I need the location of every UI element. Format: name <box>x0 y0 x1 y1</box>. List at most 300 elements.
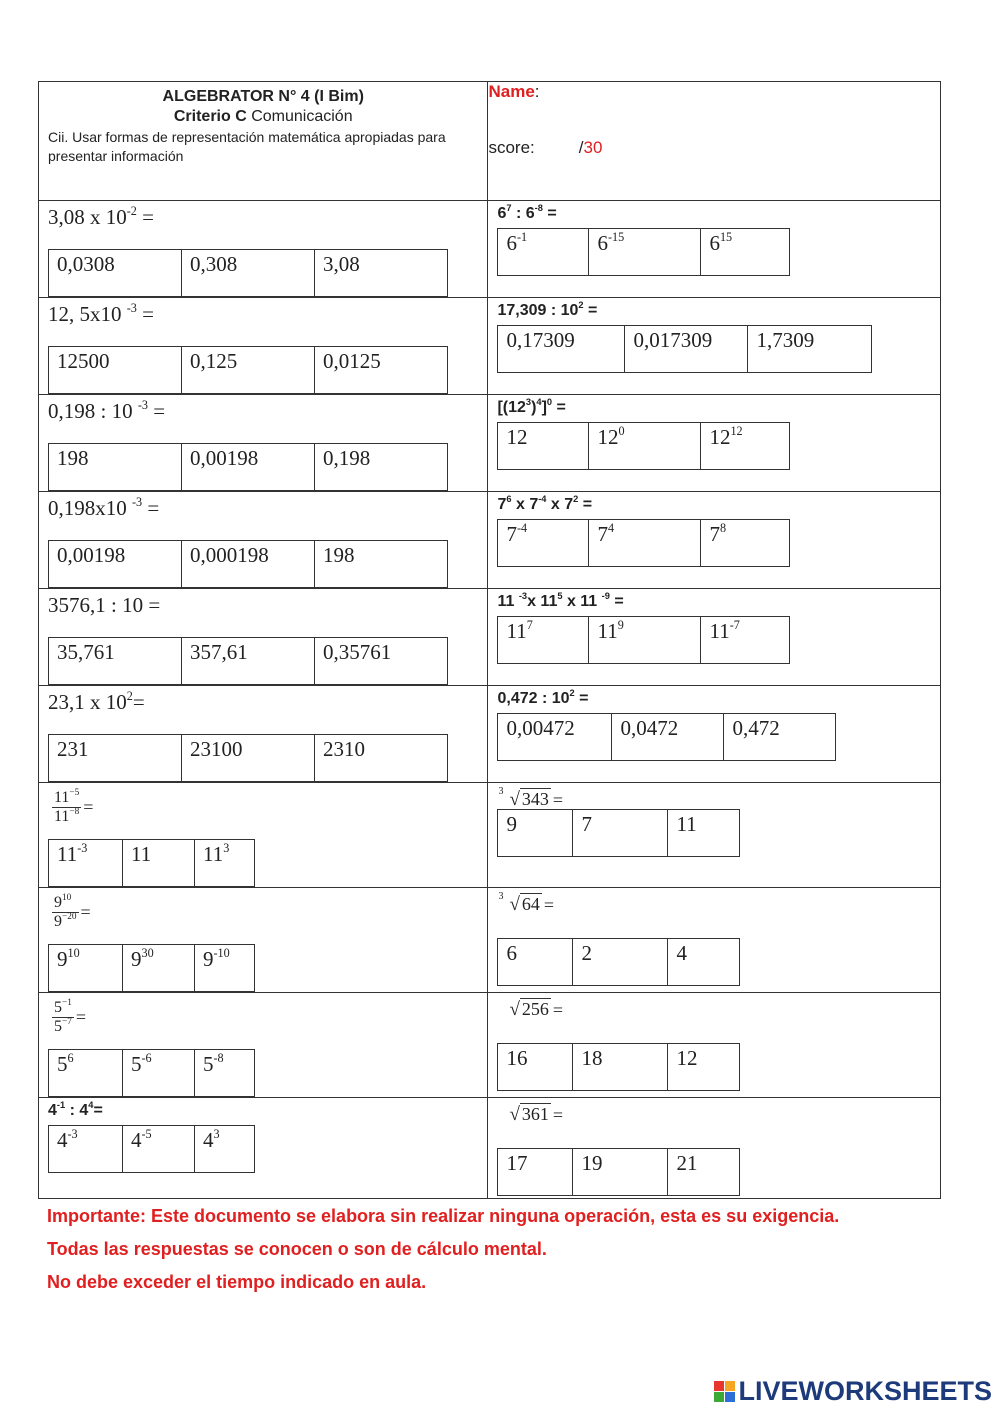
right-options <box>497 228 790 276</box>
question-exponent: 2 <box>126 688 133 703</box>
answer-option[interactable] <box>49 840 123 887</box>
option-row <box>498 810 740 857</box>
question-exponent: -3 <box>137 397 148 412</box>
option-value: 231 <box>57 737 89 761</box>
question-exponent: 4 <box>88 1100 94 1111</box>
question-tail: = <box>147 399 166 423</box>
question-term: : 6 <box>511 205 535 222</box>
option-exponent: -10 <box>213 945 230 960</box>
answer-option[interactable] <box>195 1126 255 1173</box>
logo-square-blue <box>725 1392 735 1402</box>
answer-option[interactable] <box>589 423 701 470</box>
question-base: 3,08 x 10 <box>48 205 127 229</box>
option-base: 11 <box>506 619 527 643</box>
question <box>488 686 940 713</box>
option-base: 6 <box>506 231 517 255</box>
option-value: 6 <box>506 941 517 965</box>
radical <box>498 1104 550 1126</box>
criterion-description: Cii. Usar formas de representación matemática apropiadas para presentar información <box>48 129 446 164</box>
option-value: 17 <box>506 1151 528 1175</box>
option-base: 9 <box>57 947 68 971</box>
question-term: 6 <box>497 205 507 222</box>
answer-option[interactable] <box>589 617 701 664</box>
option-value: 12 <box>676 1046 698 1070</box>
question-exponent: -3 <box>126 300 137 315</box>
answer-option[interactable] <box>49 735 182 782</box>
answer-option[interactable] <box>49 541 182 588</box>
option-row <box>49 541 448 588</box>
score-label: score: <box>488 138 535 157</box>
question-term: : 4 <box>65 1102 89 1119</box>
answer-option[interactable] <box>573 1044 668 1091</box>
answer-option[interactable] <box>748 326 872 373</box>
denominator-exponent: −7 <box>62 1017 72 1028</box>
equals-sign: = <box>75 1007 87 1027</box>
question-exponent: 2 <box>578 300 584 311</box>
option-value: 0,308 <box>190 252 238 276</box>
option-base: 0,472 <box>732 716 780 740</box>
question <box>488 201 940 228</box>
left-question-cell <box>39 1098 488 1199</box>
answer-option[interactable] <box>573 810 668 857</box>
option-exponent: -5 <box>141 1126 152 1141</box>
question-term: [(12 <box>497 399 526 416</box>
option-exponent: 6 <box>67 1050 74 1065</box>
option-base: 12 <box>709 425 731 449</box>
question-exponent: 5 <box>557 591 563 602</box>
denominator-base: 11 <box>54 808 70 825</box>
question-term: 7 <box>497 496 507 513</box>
numerator-base: 11 <box>54 789 70 806</box>
option-base: 6 <box>597 231 608 255</box>
header-row <box>39 82 941 201</box>
option-exponent: 3 <box>213 1126 220 1141</box>
right-question-cell <box>488 993 941 1098</box>
option-value: 9 <box>506 812 517 836</box>
option-value: 12500 <box>57 349 110 373</box>
footer-line-2: Todas las respuestas se conocen o son de cálculo mental. <box>47 1239 547 1259</box>
answer-option[interactable] <box>668 810 740 857</box>
answer-option[interactable] <box>49 347 182 394</box>
equals-sign: = <box>552 1105 564 1126</box>
option-exponent: 10 <box>67 945 80 960</box>
question <box>488 492 940 519</box>
answer-option[interactable] <box>498 229 589 276</box>
answer-option[interactable] <box>573 939 668 986</box>
question <box>39 492 487 526</box>
left-question-cell <box>39 686 488 783</box>
root-wrap <box>488 993 940 1043</box>
option-base: 0,17309 <box>506 328 575 352</box>
option-value: 2 <box>581 941 592 965</box>
answer-option[interactable] <box>498 617 589 664</box>
option-row <box>498 617 790 664</box>
option-base: 4 <box>57 1128 68 1152</box>
name-label: Name <box>488 82 535 101</box>
answer-option[interactable] <box>49 1050 123 1097</box>
option-exponent: -8 <box>213 1050 224 1065</box>
left-question-cell <box>39 589 488 686</box>
worksheet-title: ALGEBRATOR N° 4 (I Bim) <box>162 88 364 105</box>
answer-option[interactable] <box>701 520 790 567</box>
question-tail: = <box>136 302 154 326</box>
option-base: 6 <box>709 231 720 255</box>
question-term: ] <box>541 399 547 416</box>
question-base: 23,1 x 10 <box>48 690 127 714</box>
option-row <box>49 638 448 685</box>
answer-option[interactable] <box>625 326 748 373</box>
answer-option[interactable] <box>315 638 448 685</box>
right-question-cell <box>488 1098 941 1199</box>
question-base: 0,198x10 <box>48 496 132 520</box>
option-exponent: 0 <box>618 423 625 438</box>
right-question-cell <box>488 589 941 686</box>
option-value: 7 <box>581 812 592 836</box>
question-row <box>39 201 941 298</box>
question-tail: = <box>142 496 160 520</box>
score-line <box>488 138 940 158</box>
radical-sign-icon: √ <box>509 1104 520 1125</box>
left-options <box>48 346 448 394</box>
answer-option[interactable] <box>195 1050 255 1097</box>
question-exponent: -3 <box>132 494 143 509</box>
answer-option[interactable] <box>123 840 195 887</box>
equals-sign: = <box>552 1000 564 1021</box>
right-options <box>497 1148 740 1196</box>
option-base: 7 <box>597 522 608 546</box>
left-question-cell <box>39 888 488 993</box>
question-exponent: 2 <box>569 688 575 699</box>
question <box>39 589 487 623</box>
option-exponent: 4 <box>607 520 615 535</box>
question-base: 12, 5x10 <box>48 302 127 326</box>
option-base: 4 <box>131 1128 142 1152</box>
option-base: 7 <box>709 522 720 546</box>
root-wrap <box>488 1098 940 1148</box>
answer-option[interactable] <box>498 423 589 470</box>
footer-notes <box>47 1200 839 1299</box>
option-value: 18 <box>581 1046 603 1070</box>
right-question-cell <box>488 888 941 993</box>
left-options <box>48 637 448 685</box>
option-value: 0,00198 <box>190 446 259 470</box>
question-tail: = <box>93 1102 103 1119</box>
answer-option[interactable] <box>123 1050 195 1097</box>
option-base: 11 <box>131 842 152 866</box>
right-question-cell <box>488 686 941 783</box>
option-row <box>49 1126 255 1173</box>
option-base: 9 <box>131 947 142 971</box>
question-exponent: 6 <box>506 494 512 505</box>
fraction-row <box>39 993 941 1098</box>
score-slash: / <box>578 138 584 157</box>
answer-option[interactable] <box>701 423 790 470</box>
root-question <box>498 1104 563 1126</box>
answer-option[interactable] <box>49 638 182 685</box>
question-exponent: 0 <box>546 397 553 408</box>
logo-text: LIVEWORKSHEETS <box>738 1376 992 1406</box>
option-row <box>498 423 790 470</box>
question <box>39 1098 487 1125</box>
answer-option[interactable] <box>123 945 195 992</box>
option-row <box>498 1044 740 1091</box>
answer-option[interactable] <box>49 1126 123 1173</box>
option-base: 0,017309 <box>633 328 713 352</box>
left-options <box>48 249 448 297</box>
denominator-base: 9 <box>54 913 62 930</box>
answer-option[interactable] <box>49 945 123 992</box>
left-options <box>48 839 255 887</box>
answer-option[interactable] <box>573 1149 668 1196</box>
answer-option[interactable] <box>182 250 315 297</box>
option-exponent: -3 <box>67 1126 78 1141</box>
option-base: 0,0472 <box>620 716 679 740</box>
question <box>39 395 487 429</box>
question-row <box>39 589 941 686</box>
answer-option[interactable] <box>49 250 182 297</box>
name-line <box>488 82 940 102</box>
denominator <box>52 807 81 826</box>
answer-option[interactable] <box>123 1126 195 1173</box>
left-question-cell <box>39 395 488 492</box>
option-row <box>49 735 448 782</box>
answer-option[interactable] <box>182 541 315 588</box>
option-base: 11 <box>597 619 618 643</box>
name-colon: : <box>534 82 540 101</box>
answer-option[interactable] <box>498 1044 573 1091</box>
question <box>39 686 487 720</box>
left-options <box>48 1049 255 1097</box>
answer-option[interactable] <box>589 229 701 276</box>
answer-option[interactable] <box>315 347 448 394</box>
radicand: 256 <box>521 999 549 1019</box>
footer-line-3: No debe exceder el tiempo indicado en aula. <box>47 1272 427 1292</box>
option-value: 35,761 <box>57 640 115 664</box>
answer-option[interactable] <box>498 520 589 567</box>
answer-option[interactable] <box>195 840 255 887</box>
question-tail: = <box>542 205 557 222</box>
equals-sign: = <box>80 902 91 922</box>
option-exponent: 12 <box>730 423 743 438</box>
radical <box>498 999 550 1021</box>
option-row <box>49 945 255 992</box>
option-row <box>49 840 255 887</box>
option-base: 0,00472 <box>506 716 575 740</box>
fraction-question <box>39 888 487 944</box>
denominator <box>52 1017 74 1036</box>
option-base: 9 <box>203 947 214 971</box>
answer-option[interactable] <box>724 714 836 761</box>
fraction <box>52 789 81 826</box>
option-base: 5 <box>131 1052 142 1076</box>
option-value: 21 <box>676 1151 698 1175</box>
question-term: 4 <box>48 1102 57 1119</box>
option-exponent: -4 <box>516 520 528 535</box>
question-exponent: 4 <box>536 397 542 408</box>
answer-option[interactable] <box>498 714 612 761</box>
question-tail: = <box>574 690 589 707</box>
option-exponent: 30 <box>141 945 154 960</box>
option-row <box>49 444 448 491</box>
left-options <box>48 540 448 588</box>
option-row <box>498 326 872 373</box>
answer-option[interactable] <box>701 617 790 664</box>
right-options <box>497 809 740 857</box>
option-value: 3,08 <box>323 252 360 276</box>
left-options <box>48 734 448 782</box>
answer-option[interactable] <box>315 250 448 297</box>
option-value: 0,35761 <box>323 640 392 664</box>
root-index: 3 <box>498 891 504 902</box>
question-exponent: 2 <box>573 494 579 505</box>
answer-option[interactable] <box>498 326 625 373</box>
right-options <box>497 422 790 470</box>
answer-option[interactable] <box>182 444 315 491</box>
option-base: 5 <box>203 1052 214 1076</box>
answer-option[interactable] <box>182 638 315 685</box>
answer-option[interactable] <box>315 735 448 782</box>
criterion-bold: Criterio C <box>173 108 247 125</box>
answer-option[interactable] <box>49 444 182 491</box>
root-question <box>498 999 563 1021</box>
answer-option[interactable] <box>498 810 573 857</box>
question <box>488 395 940 422</box>
left-question-cell <box>39 298 488 395</box>
answer-option[interactable] <box>668 939 740 986</box>
option-exponent: 15 <box>719 229 733 244</box>
option-exponent: -1 <box>516 229 528 244</box>
numerator-base: 9 <box>54 894 62 911</box>
option-row <box>498 714 836 761</box>
option-base: 4 <box>203 1128 214 1152</box>
answer-option[interactable] <box>701 229 790 276</box>
radical-sign-icon: √ <box>509 789 520 810</box>
option-value: 0,0308 <box>57 252 115 276</box>
option-value: 2310 <box>323 737 365 761</box>
option-value: 4 <box>676 941 687 965</box>
right-options <box>497 519 790 567</box>
header-left-cell <box>39 82 488 201</box>
logo-mark-icon <box>714 1381 735 1402</box>
right-options <box>497 1043 740 1091</box>
question-row <box>39 686 941 783</box>
answer-option[interactable] <box>182 735 315 782</box>
left-options <box>48 443 448 491</box>
question-term: x 7 <box>511 496 539 513</box>
answer-option[interactable] <box>612 714 724 761</box>
option-base: 11 <box>57 842 78 866</box>
question-exponent: -8 <box>534 203 543 214</box>
logo-square-orange <box>725 1381 735 1391</box>
question-exponent: -2 <box>126 203 137 218</box>
answer-option[interactable] <box>668 1149 740 1196</box>
criterion-rest: Comunicación <box>251 108 353 125</box>
answer-option[interactable] <box>668 1044 740 1091</box>
option-row <box>49 250 448 297</box>
header-right-cell <box>488 82 941 201</box>
option-row <box>498 939 740 986</box>
answer-option[interactable] <box>315 541 448 588</box>
numerator <box>52 999 74 1017</box>
option-value: 0,00198 <box>57 543 126 567</box>
right-question-cell <box>488 298 941 395</box>
numerator-base: 5 <box>54 999 62 1016</box>
radical-sign-icon: √ <box>509 894 520 915</box>
question-base: 3576,1 : 10 = <box>48 593 161 617</box>
root-question <box>498 786 564 811</box>
option-base: 11 <box>709 619 730 643</box>
option-value: 0,198 <box>323 446 371 470</box>
answer-option[interactable] <box>498 939 573 986</box>
question <box>488 298 940 325</box>
radicand: 343 <box>521 789 549 809</box>
question-term: x 11 <box>562 593 602 610</box>
numerator-exponent: −1 <box>62 998 72 1009</box>
option-exponent: -7 <box>729 617 740 632</box>
right-options <box>497 938 740 986</box>
answer-option[interactable] <box>589 520 701 567</box>
fraction <box>52 894 79 931</box>
question-term: x 7 <box>546 496 574 513</box>
question-tail: = <box>136 205 154 229</box>
option-exponent: 7 <box>526 617 533 632</box>
radical <box>498 891 541 916</box>
last-question-row <box>39 1098 941 1199</box>
left-question-cell <box>39 492 488 589</box>
right-options <box>497 713 836 761</box>
option-value: 11 <box>676 812 697 836</box>
logo-square-red <box>714 1381 724 1391</box>
option-base: 11 <box>203 842 224 866</box>
question-exponent: -4 <box>538 494 547 505</box>
option-exponent: -6 <box>141 1050 152 1065</box>
radical <box>498 786 550 811</box>
left-question-cell <box>39 993 488 1098</box>
left-options <box>48 944 255 992</box>
question-tail: = <box>552 399 566 416</box>
question-tail: = <box>578 496 593 513</box>
answer-option[interactable] <box>315 444 448 491</box>
numerator-exponent: −5 <box>69 788 80 799</box>
option-value: 23100 <box>190 737 243 761</box>
question-exponent: -3 <box>518 591 528 602</box>
question-tail: = <box>132 690 145 714</box>
option-row <box>49 347 448 394</box>
root-wrap <box>488 783 940 809</box>
answer-option[interactable] <box>182 347 315 394</box>
right-question-cell <box>488 492 941 589</box>
denominator-base: 5 <box>54 1018 62 1035</box>
question-term: 11 <box>497 593 519 610</box>
radicand: 64 <box>521 894 540 914</box>
option-value: 0,000198 <box>190 543 269 567</box>
option-exponent: 3 <box>223 840 230 855</box>
equals-sign: = <box>83 797 94 817</box>
fraction-question <box>39 993 487 1049</box>
root-question <box>498 891 555 916</box>
equals-sign: = <box>543 895 555 916</box>
option-base: 12 <box>597 425 619 449</box>
answer-option[interactable] <box>498 1149 573 1196</box>
question-exponent: -1 <box>56 1100 66 1111</box>
option-row <box>498 520 790 567</box>
liveworksheets-logo <box>714 1376 992 1407</box>
answer-option[interactable] <box>195 945 255 992</box>
equals-sign: = <box>552 790 564 811</box>
option-base: 5 <box>57 1052 68 1076</box>
right-question-cell <box>488 395 941 492</box>
question <box>39 298 487 332</box>
